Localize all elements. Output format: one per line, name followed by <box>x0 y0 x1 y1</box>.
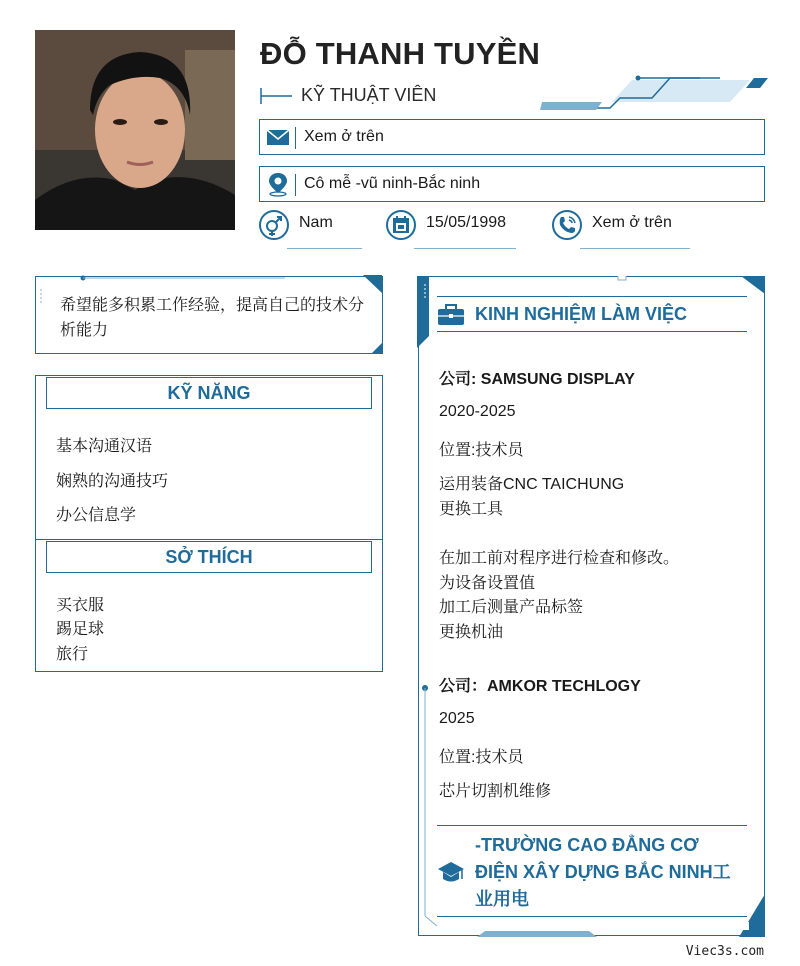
address-row <box>259 166 765 202</box>
gender-value: Nam <box>299 214 333 231</box>
career-objective-box <box>35 276 383 354</box>
hobby-item: 旅行 <box>56 646 89 663</box>
job-duty: 在加工前对程序进行检查和修改。 <box>439 550 680 567</box>
skill-item: 娴熟的沟通技巧 <box>56 473 169 490</box>
job-duty: 芯片切割机维修 <box>439 783 552 800</box>
job-duty: 加工后测量产品标签 <box>439 599 584 616</box>
skills-heading: KỸ NĂNG <box>46 377 372 409</box>
skill-item: 基本沟通汉语 <box>56 438 153 455</box>
job-period: 2020-2025 <box>439 403 516 420</box>
birthday-value: 15/05/1998 <box>426 214 507 231</box>
calendar-icon <box>386 210 416 240</box>
candidate-name: ĐỖ THANH TUYỀN <box>260 36 541 71</box>
education-text: -TRƯỜNG CAO ĐẲNG CƠ ĐIỆN XÂY DỰNG BẮC NINH工业用电 <box>475 835 731 909</box>
job-period: 2025 <box>439 710 475 727</box>
phone-value: Xem ở trên <box>592 214 672 231</box>
experience-section <box>418 276 765 936</box>
mail-icon <box>264 124 292 150</box>
address-value: Cô mễ -vũ ninh-Bắc ninh <box>304 175 481 192</box>
email-value: Xem ở trên <box>304 128 384 145</box>
graduation-cap-icon <box>437 860 465 884</box>
job-position: 位置:技术员 <box>439 749 524 766</box>
job-duty: 运用装备CNC TAICHUNG <box>439 476 625 493</box>
education-block <box>437 825 747 917</box>
job-company: 公司：AMKOR TECHLOGY <box>439 678 641 695</box>
experience-heading: KINH NGHIỆM LÀM VIỆC <box>475 304 688 324</box>
map-pin-icon <box>264 171 292 197</box>
hobby-item: 踢足球 <box>56 621 105 638</box>
hobbies-heading: SỞ THÍCH <box>46 541 372 573</box>
experience-heading-bar <box>437 296 747 332</box>
skills-section <box>35 375 383 540</box>
decorative-circuit-icon <box>540 72 770 112</box>
job-duty: 为设备设置值 <box>439 575 536 592</box>
hobbies-section <box>35 539 383 672</box>
skill-item: 办公信息学 <box>56 507 137 524</box>
job-duty: 更换机油 <box>439 624 504 641</box>
job-company: 公司: SAMSUNG DISPLAY <box>439 371 635 388</box>
job-title: KỸ THUẬT VIÊN <box>301 85 437 105</box>
footer-watermark: Viec3s.com <box>685 944 764 959</box>
hobby-item: 买衣服 <box>56 597 105 614</box>
gender-icon <box>259 210 289 240</box>
title-bracket-icon <box>260 86 300 106</box>
email-row <box>259 119 765 155</box>
objective-text: 希望能多积累工作经验，提高自己的技术分析能力 <box>60 297 365 339</box>
profile-photo <box>35 30 235 230</box>
briefcase-icon <box>437 303 465 327</box>
job-position: 位置:技术员 <box>439 442 524 459</box>
job-duty: 更换工具 <box>439 501 504 518</box>
phone-icon <box>552 210 582 240</box>
